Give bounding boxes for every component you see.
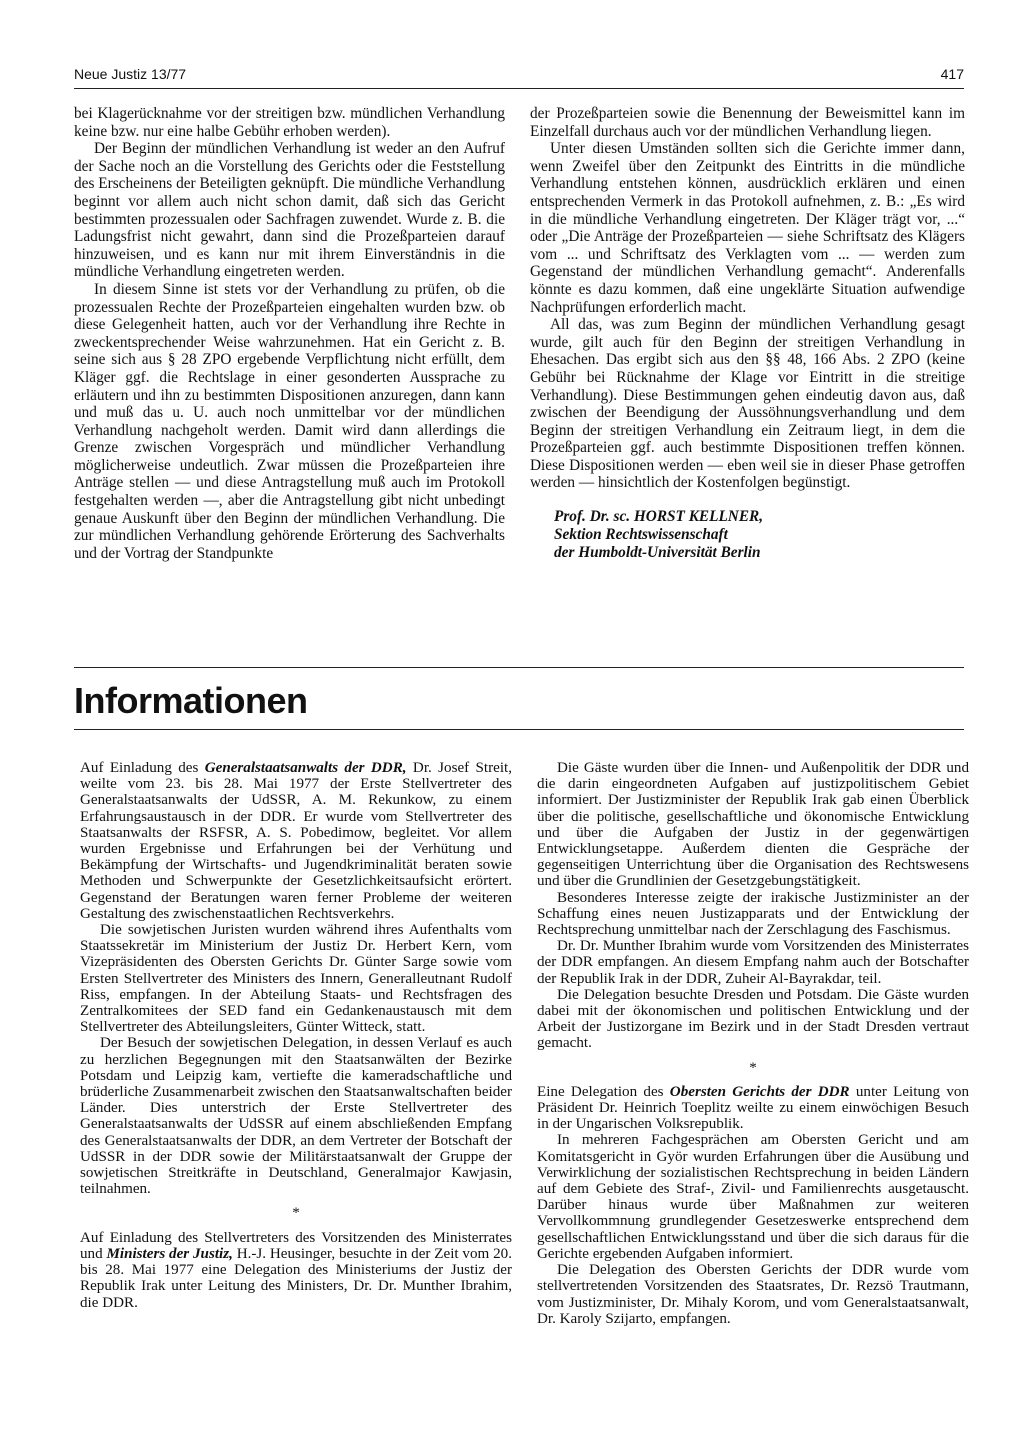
info-paragraph: Auf Einladung des Stellvertreters des Vorsitzenden des Ministerrates und Ministers der Justiz, H.-J. Heusinger, besuchte in der Zeit vom 20. bis 28. Mai 1977 eine Delegation des Ministeriums der Justiz der Republik Irak unter Leitung des Ministers, Dr. Dr. Munther Ibrahim, die DDR. (80, 1229, 512, 1311)
emphasis: Generalstaatsanwalts der DDR, (204, 760, 407, 776)
info-paragraph: Eine Delegation des Obersten Gerichts der DDR unter Leitung von Präsident Dr. Heinrich Toeplitz weilte zu einem einwöchigen Besuch in der Ungarischen Volksrepublik. (537, 1083, 969, 1133)
paragraph: der Prozeßparteien sowie die Benennung der Beweismittel kann im Einzelfall durchaus auch vor der mündlichen Verhandlung liegen. (530, 105, 965, 140)
author-signature (554, 508, 965, 562)
paragraph: bei Klagerücknahme vor der streitigen bzw. mündlichen Verhandlung keine bzw. nur eine halbe Gebühr erhoben werden). (74, 105, 505, 140)
info-paragraph: Die Gäste wurden über die Innen- und Außenpolitik der DDR und die darin eingeordneten Aufgaben auf justizpolitischem Gebiet informiert. Der Justizminister der Republik Irak gab einen Überblick über die politische, gesellschaftliche und ökonomische Entwicklung und über die Aufgaben der Justiz in der gegenwärtigen Entwicklungsetappe. Außerdem dienten die Gespräche der gegenseitigen Unterrichtung über die Organisation des Rechtswesens und über die Grundlinien der Gesetzgebungstätigkeit. (537, 760, 969, 890)
section-rule-top (74, 667, 964, 668)
emphasis: Obersten Gerichts der DDR (669, 1083, 850, 1100)
emphasis: Ministers der Justiz, (106, 1245, 233, 1262)
section-title: Informationen (74, 680, 308, 721)
article-column-left (74, 105, 505, 562)
info-paragraph: Besonderes Interesse zeigte der irakische Justizminister an der Schaffung eines neuen Justizapparats und der Entwicklung der Rechtsprechung unmittelbar nach der Zerschlagung des Faschismus. (537, 889, 969, 939)
info-paragraph: Dr. Dr. Munther Ibrahim wurde vom Vorsitzenden des Ministerrates der DDR empfangen. An diesem Empfang nahm auch der Botschafter der Republik Irak in der DDR, Zuheir Al-Bayrakdar, teil. (537, 938, 969, 987)
author-name: Prof. Dr. sc. HORST KELLNER, (554, 508, 764, 526)
journal-title: Neue Justiz 13/77 (74, 66, 187, 82)
header-rule (74, 88, 964, 89)
info-paragraph: In mehreren Fachgesprächen am Obersten Gericht und am Komitatsgericht in Györ wurden Erfahrungen über die Ausübung und Verwirklichung der sozialistischen Rechtsprechung in beiden Ländern auf dem Gebiete des Straf-, Zivil- und Familienrechts ausgetauscht. Darüber hinaus wurde über Maßnahmen zur weiteren Vervollkommnung grundlegender Gesetzeswerke entsprechend dem gesellschaftlichen Entwicklungsstand und über die sich daraus für die Gerichte ergebenden Aufgaben informiert. (537, 1132, 969, 1262)
info-paragraph: Die Delegation besuchte Dresden und Potsdam. Die Gäste wurden dabei mit der ökonomischen und politischen Entwicklung und der Arbeit der Justizorgane im Bezirk und in der Stadt Dresden vertraut gemacht. (537, 986, 969, 1052)
info-paragraph: Die Delegation des Obersten Gerichts der DDR wurde vom stellvertretenden Vorsitzenden des Staatsrates, Dr. Rezsö Trautmann, vom Justizminister, Dr. Mihaly Korom, und vom Generalstaatsanwalt, Dr. Karoly Szijarto, empfangen. (537, 1262, 969, 1327)
author-department: Sektion Rechtswissenschaft (554, 526, 728, 544)
author-university: der Humboldt-Universität Berlin (554, 544, 761, 562)
section-rule-bottom (74, 729, 964, 730)
paragraph: All das, was zum Beginn der mündlichen Verhandlung gesagt wurde, gilt auch für den Beginn der streitigen Verhandlung in Ehesachen. Das ergibt sich aus den §§ 48, 166 Abs. 2 ZPO (keine Gebühr bei Rücknahme der Klage vor Eintritt in die streitige Verhandlung). Diese Bestimmungen gehen eindeutig davon aus, daß zwischen der Beendigung der Aussöhnungsverhandlung und dem Beginn der streitigen Verhandlung ein Zeitraum liegt, in dem die Prozeßparteien ggf. auch bestimmte Dispositionen treffen können. Diese Dispositionen werden — eben weil sie in dieser Phase getroffen werden — hinsichtlich der Kostenfolgen begünstigt. (530, 316, 965, 492)
separator-star: * (292, 1205, 300, 1222)
page-number: 417 (940, 66, 964, 82)
info-paragraph: Auf Einladung des Generalstaatsanwalts der DDR, Dr. Josef Streit, weilte vom 23. bis 28. Mai 1977 der Erste Stellvertreter des Generalstaatsanwalts der UdSSR, A. M. Rekunkow, zu einem Erfahrungsaustausch in der DDR. Er wurde vom Stellvertreter des Staatsanwalts der RSFSR, A. S. Pobedimow, begleitet. Vor allem wurden Ergebnisse und Erfahrungen bei der Verhütung und Bekämpfung der Wirtschafts- und Jugendkriminalität beraten sowie Methoden und Schwerpunkte der Gesetzlichkeitsaufsicht erörtert. Gegenstand der Beratungen waren ferner Probleme der weiteren Gestaltung des zwischenstaatlichen Rechtsverkehrs. (80, 760, 512, 922)
paragraph: Unter diesen Umständen sollten sich die Gerichte immer dann, wenn Zweifel über den Zeitpunkt des Eintritts in die mündliche Verhandlung entstehen können, ausdrücklich erklären und einen entsprechenden Vermerk in das Protokoll aufnehmen, z. B.: „Es wird in die mündliche Verhandlung eingetreten. Der Kläger trägt vor, ...“ oder „Die Anträge der Prozeßparteien — siehe Schriftsatz des Klägers vom ... und Schriftsatz des Verklagten vom ... — werden zum Gegenstand der mündlichen Verhandlung gemacht“. Anderenfalls könnte es dazu kommen, daß eine ungeklärte Situation aufwendige Nachprüfungen erforderlich macht. (530, 140, 965, 316)
paragraph: In diesem Sinne ist stets vor der Verhandlung zu prüfen, ob die prozessualen Rechte der Prozeßparteien eingehalten wurden bzw. ob diese Gelegenheit hatten, auch vor der Verhandlung ihre Rechte in zweckentsprechender Weise wahrzunehmen. Hat ein Gericht z. B. seine sich aus § 28 ZPO ergebende Verpflichtung nicht erfüllt, dem Kläger ggf. die Rechtslage in einer gesonderten Aussprache zu erläutern und ihn zu bestimmten Dispositionen anzuregen, dann kann und muß das u. U. auch noch unmittelbar vor der mündlichen Verhandlung nachgeholt werden. Damit wird dann allerdings die Grenze zwischen Vorgespräch und mündlicher Verhandlung möglicherweise undeutlich. Zwar müssen die Prozeßparteien ihre Anträge stellen — und diese Antragstellung muß auch im Protokoll festgehalten werden —, aber die Antragstellung gibt nicht unbedingt genaue Auskunft über den Beginn der mündlichen Verhandlung. Die zur mündlichen Verhandlung gehörende Erörterung des Sachverhalts und der Vortrag der Standpunkte (74, 280, 505, 562)
info-paragraph: Die sowjetischen Juristen wurden während ihres Aufenthalts vom Staatssekretär im Ministerium der Justiz Dr. Herbert Kern, vom Vizepräsidenten des Obersten Gerichts Dr. Günter Sarge sowie vom Ersten Stellvertreter des Ministers des Innern, Generalleutnant Rudolf Riss, empfangen. In der Abteilung Staats- und Rechtsfragen des Zentralkomitees der SED fand ein Gedankenaustausch mit dem Stellvertreter des Abteilungsleiters, Günter Witteck, statt. (80, 922, 512, 1036)
paragraph: Der Beginn der mündlichen Verhandlung ist weder an den Aufruf der Sache noch an die Vorstellung des Gerichts oder die Feststellung des Erscheinens der Beteiligten geknüpft. Die mündliche Verhandlung beginnt vor allem auch nicht schon damit, daß sich das Gericht bestimmten prozessualen oder Sachfragen zuwendet. Wurde z. B. die Ladungsfrist nicht gewahrt, dann sind die Prozeßparteien darauf hinzuweisen, und es kann nur mit ihrem Einverständnis in die mündliche Verhandlung eingetreten werden. (74, 140, 505, 281)
separator-star: * (749, 1059, 757, 1076)
info-column-right (537, 760, 969, 1327)
article-column-right (530, 105, 965, 562)
page-header (74, 66, 964, 88)
info-paragraph: Der Besuch der sowjetischen Delegation, in dessen Verlauf es auch zu herzlichen Begegnungen mit den Staatsanwälten der Bezirke Potsdam und Leipzig kam, vertiefte die kameradschaftliche und brüderliche Zusammenarbeit zwischen den Staatsanwaltschaften beider Länder. Dies unterstrich der Erste Stellvertreter des Generalstaatsanwalts der UdSSR auf einem abschließenden Empfang des Generalstaatsanwalts der DDR, an dem Vertreter der Botschaft der UdSSR in der DDR sowie der Militärstaatsanwalt der Gruppe der sowjetischen Streitkräfte in Deutschland, Generalmajor Kawjasin, teilnahmen. (80, 1035, 512, 1198)
info-column-left (80, 760, 512, 1311)
